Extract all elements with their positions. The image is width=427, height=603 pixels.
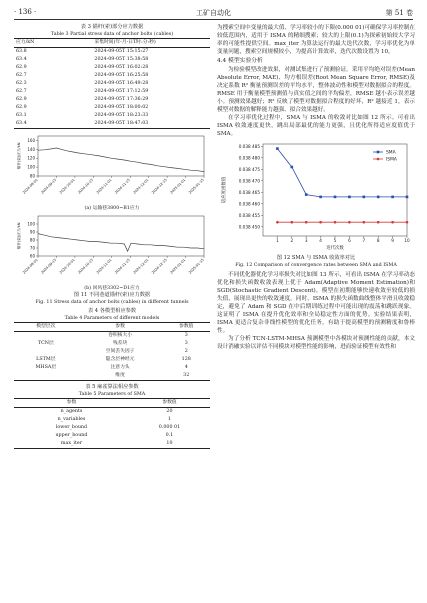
table-cell: 128	[181, 357, 191, 362]
y-tick-label: 0.038 475	[238, 166, 260, 172]
x-tick-label: 2024-12-01	[132, 257, 150, 275]
x-tick-label: 2024-10-15	[77, 257, 95, 275]
table-cell: 63.4	[16, 57, 27, 62]
y-tick-label: 0.038 450	[238, 224, 260, 230]
table4-header: 模型层次	[14, 323, 78, 332]
y-tick-label: 0.038 485	[238, 143, 260, 149]
x-tick-label: 2024-12-01	[132, 177, 150, 195]
table-row	[14, 416, 210, 424]
table-cell: 62.7	[16, 89, 27, 94]
table-cell	[14, 332, 78, 341]
legend-marker	[377, 151, 380, 154]
data-point	[291, 221, 294, 224]
y-tick-label: 0.038 455	[238, 212, 260, 218]
data-point	[348, 196, 351, 199]
plot-frame	[38, 216, 204, 256]
table-row	[14, 356, 210, 364]
fig11b-subcaption: (b) 回风巷3302~D1应力	[84, 286, 140, 291]
x-tick-label: 2025-01-15	[187, 177, 205, 195]
table4-header: 参数值	[162, 323, 210, 332]
journal-name: 工矿自动化	[196, 9, 231, 17]
x-tick-label: 2024-11-01	[95, 257, 113, 275]
table-row	[14, 56, 210, 64]
table-cell: 62.7	[16, 73, 27, 78]
table-cell: 63.1	[16, 113, 27, 118]
table-cell: 维度	[115, 373, 125, 378]
legend-marker	[377, 158, 380, 161]
table-row	[14, 72, 210, 80]
table-row	[14, 120, 210, 129]
data-point	[276, 221, 279, 224]
x-tick-label: 1	[276, 238, 279, 243]
table-cell: 4	[184, 365, 188, 370]
y-tick-label: 90	[29, 229, 35, 235]
table-cell: 3	[184, 341, 188, 346]
x-tick-label: 2025-01-01	[169, 257, 187, 275]
table-cell: 20	[166, 409, 173, 414]
table-cell: 卷积核大小	[108, 333, 133, 338]
x-tick-label: 2024-09-01	[21, 177, 39, 195]
table-cell: 2024-09-05T 17:12:59	[94, 89, 149, 94]
data-point	[377, 221, 380, 224]
table-row	[14, 340, 210, 348]
table-cell: 63.4	[16, 121, 27, 126]
stress-line	[38, 234, 204, 252]
table-row	[14, 408, 210, 417]
y-tick-label: 0.038 470	[238, 178, 260, 184]
table-cell: 62.9	[16, 97, 27, 102]
table-cell	[14, 348, 78, 356]
table3-caption-en: Table 3 Partial stress data of anchor bolts (cables)	[50, 32, 174, 37]
table-cell: 0.1	[165, 433, 174, 438]
table-cell: 2024-09-05T 16:25:58	[94, 73, 149, 78]
table4-caption-cn: 表 4 各模型相应参数	[87, 308, 137, 314]
y-axis-label: 锚杆(索)应力/kN	[17, 222, 21, 250]
fig12-caption-cn: 图 12 SMA 与 ISMA 收敛率对比	[276, 255, 356, 261]
fig11a-svg	[14, 132, 210, 202]
table-row	[14, 364, 210, 372]
x-tick-label: 10	[404, 238, 410, 243]
body-paragraph: 不同优化器优化学习率损失对比如图 13 所示，可看出 ISMA 在学习率动态优化和损失函数收敛表现上优于 Adam(Adaptive Moment Estimation)和 SGD(Stochastic Gradient Descent)，模型在初期能够快速收敛至较低的损失值，展现出更快的收敛速度。同时，ISMA 的损失函数曲线整体平滑且收敛稳定，避免了 Adam 和 SGD 在中后期训练过程中可能出现的震荡和跳跃现象。这证明了 ISMA 在提升优化效率和全局稳定性方面的优势。实验结果表明，ISMA 更适合复杂非线性模型的优化任务，有助于提高模型的预测精度和鲁棒性。	[217, 272, 415, 334]
y-tick-label: 120	[27, 155, 35, 161]
x-tick-label: 9	[391, 238, 394, 243]
x-tick-label: 2	[290, 238, 294, 243]
data-point	[334, 196, 337, 199]
data-point	[319, 221, 322, 224]
table-cell: 10	[166, 441, 173, 446]
table4-caption-en: Table 4 Parameters of different models	[64, 316, 160, 321]
table-cell: 2024-09-05T 18:23:33	[94, 113, 149, 118]
data-point	[276, 147, 279, 150]
table-cell: 2024-09-05T 16:49:28	[94, 81, 149, 86]
table-cell	[14, 372, 78, 381]
y-tick-label: 160	[27, 137, 35, 143]
table-cell: 2024-09-05T 17:36:29	[94, 97, 149, 102]
table-cell: max_iter	[60, 441, 83, 446]
table5-caption-cn: 表 5 麻雀算法相应参数	[85, 384, 139, 390]
table-cell: 62.9	[16, 105, 27, 110]
fig11-caption-cn: 图 11 不同巷道锚杆(索)应力数据	[73, 292, 151, 298]
table-cell: 62.3	[16, 81, 27, 86]
fig12-chart	[217, 140, 415, 255]
table-row	[14, 64, 210, 72]
data-point	[305, 193, 308, 196]
fig11b-svg	[14, 212, 210, 282]
table4	[14, 322, 210, 381]
table-cell: 注意力头	[110, 365, 130, 370]
legend-label: SMA	[386, 150, 396, 156]
table-cell: 2024-09-05T 18:47:03	[94, 121, 149, 126]
x-tick-label: 2025-01-01	[169, 177, 187, 195]
page-header	[14, 6, 413, 20]
table-row	[14, 104, 210, 112]
y-tick-label: 0.038 480	[238, 155, 260, 161]
table-cell: 62.9	[16, 65, 27, 70]
fig12-caption-en: Fig. 12 Comparison of convergence rates between SMA and ISMA	[235, 263, 397, 268]
x-tick-label: 2024-12-15	[151, 257, 168, 275]
table-cell: 3	[184, 333, 188, 338]
right-column	[217, 24, 415, 351]
x-tick-label: 2024-09-15	[40, 177, 58, 195]
table-cell: 空间丢失因子	[105, 349, 135, 354]
x-tick-label: 2024-09-15	[40, 257, 58, 275]
x-tick-label: 2024-11-15	[114, 257, 131, 275]
fig11a-chart	[14, 132, 210, 205]
table5-header: 参数	[14, 399, 129, 408]
x-tick-label: 7	[362, 238, 366, 243]
fig11b-chart	[14, 212, 210, 285]
legend-label: ISMA	[386, 157, 397, 163]
x-tick-label: 2024-09-01	[21, 257, 39, 275]
table5-caption-en: Table 5 Parameters of SMA	[78, 392, 146, 397]
table-cell: 63.8	[16, 49, 27, 54]
body-paragraph: 在学习率优化过程中，SMA 与 ISMA 的收敛对比如图 12 所示。可看出 ISMA 收敛速度更快，跳出局部最优的能力更强，且优化所得适应度值优于 SMA。	[217, 115, 415, 137]
table-cell: 隐含层神经元	[105, 357, 135, 362]
table5	[14, 398, 210, 449]
table-row	[14, 432, 210, 440]
table-cell: upper_bound	[55, 433, 88, 438]
table3	[14, 38, 210, 129]
y-tick-label: 60	[29, 253, 35, 259]
y-tick-label: 80	[29, 173, 35, 179]
y-axis-label: 适应度函数值	[222, 176, 227, 204]
table-row	[14, 332, 210, 341]
series-line-sma	[277, 149, 407, 197]
x-tick-label: 8	[376, 238, 380, 243]
data-point	[391, 221, 394, 224]
table-row	[14, 372, 210, 381]
left-column	[14, 24, 210, 449]
table-row	[14, 440, 210, 449]
y-tick-label: 140	[27, 146, 35, 152]
data-point	[406, 196, 409, 199]
y-tick-label: 80	[29, 237, 35, 243]
x-tick-label: 2024-11-01	[95, 177, 113, 195]
table-cell: 32	[183, 373, 190, 378]
x-tick-label: 2025-01-15	[187, 257, 205, 275]
volume-label: 第 51 卷	[385, 9, 413, 17]
x-tick-label: 2024-12-15	[151, 177, 168, 195]
table-row	[14, 88, 210, 96]
data-point	[377, 196, 380, 199]
x-tick-label: 2024-11-15	[114, 177, 131, 195]
fig12-svg	[217, 140, 415, 252]
data-point	[391, 196, 394, 199]
x-tick-label: 5	[333, 238, 337, 243]
x-tick-label: 6	[348, 238, 351, 243]
table-cell: MHSA层	[35, 365, 57, 370]
table3-header: 应力/kN	[14, 39, 92, 48]
table-row	[14, 112, 210, 120]
table-cell: LSTM层	[36, 357, 56, 362]
x-tick-label: 4	[319, 238, 322, 243]
y-tick-label: 70	[29, 245, 35, 251]
body-paragraph: 为检验模型改进效果，对测试集进行了预测验证。采用平均绝对误差(Mean Absolute Error, MAE)、均方根误差(Root Mean Square Error, RMSE)及决定系数 R² 衡量预测误差的平均水平，整体波动性和模型对数据拟合的程度。RMSE 用于衡量模型预测值与真实值之间的平均偏差，RMSE 越小表示误差越小。预测效果越好；R² 反映了模型对数据拟合程度的好坏，R² 越接近 1，表示模型对数据的解释能力越强、拟合效果越好。	[217, 67, 415, 113]
page-number: · 136 ·	[14, 8, 37, 16]
table-cell: lower_bound	[55, 425, 88, 430]
table-row	[14, 80, 210, 88]
table-cell: 2024-09-05T 15:38:58	[94, 57, 149, 62]
data-point	[291, 166, 294, 169]
table3-caption-cn: 表 3 锚杆(索)部分应力数据	[80, 24, 144, 30]
table-row	[14, 348, 210, 356]
table-cell: 2024-09-05T 18:00:02	[94, 105, 149, 110]
data-point	[363, 196, 366, 199]
header-rule	[14, 19, 413, 20]
table-row	[14, 48, 210, 57]
data-point	[305, 221, 308, 224]
table-cell: 0.000 01	[158, 425, 181, 430]
table-cell: 残差块	[112, 341, 128, 346]
fig11a-subcaption: (a) 运输巷3800~B1应力	[84, 206, 140, 211]
table-cell: 1	[167, 417, 171, 422]
table-row	[14, 424, 210, 432]
section-heading: 4.4 模型实验分析	[217, 58, 263, 64]
y-tick-label: 100	[27, 164, 35, 170]
x-tick-label: 3	[304, 238, 308, 243]
x-tick-label: 2024-10-15	[77, 177, 95, 195]
y-tick-label: 0.038 460	[238, 201, 260, 207]
table-cell: n_variables	[57, 417, 86, 422]
fig11-caption-en: Fig. 11 Stress data of anchor bolts (cables) in different tunnels	[35, 300, 189, 305]
table-cell: 2	[184, 349, 188, 354]
data-point	[334, 221, 337, 224]
y-axis-label: 锚杆(索)应力/kN	[17, 142, 21, 170]
table-cell: 2024-09-05T 16:02:28	[94, 65, 149, 70]
y-tick-label: 0.038 465	[238, 189, 260, 195]
body-paragraph: 为了分析 TCN-LSTM-MHSA 预测模型中各模块对预测性能的贡献，本文设计消融实验以评估不同模块对模型性能的影响，进而验证模型有效性和	[217, 336, 415, 350]
table4-header: 参数	[78, 323, 163, 332]
x-axis-label: 迭代次数	[326, 246, 344, 251]
data-point	[363, 221, 366, 224]
body-paragraph: 为搜索空间中变量的最大值、学习率较小的下限(0.000 01)可确保学习率控制在较低范围内，适用于 ISMA 的精细搜索；较大的上限(0.1)为探索初始较大学习率的可能性提供空间。max_iter 为算法运行的最大迭代次数，学习率优化为单变量问题，搜索空间规模较小，为提高计算效率，迭代次数设置为 10。	[217, 25, 415, 55]
table-row	[14, 96, 210, 104]
table5-header: 参数值	[129, 399, 210, 408]
x-tick-label: 2024-10-01	[58, 177, 76, 195]
y-tick-label: 100	[27, 221, 35, 227]
table3-header: 采集时间(年-月-日T时:分:秒)	[92, 39, 210, 48]
table-cell: TCN层	[37, 341, 54, 346]
table-cell: n_agents	[60, 409, 83, 414]
x-tick-label: 2024-10-01	[58, 257, 76, 275]
data-point	[319, 196, 322, 199]
data-point	[406, 221, 409, 224]
table-cell: 2024-09-05T 15:15:27	[94, 49, 149, 54]
stress-line	[38, 148, 204, 172]
plot-frame	[38, 136, 204, 176]
data-point	[348, 221, 351, 224]
